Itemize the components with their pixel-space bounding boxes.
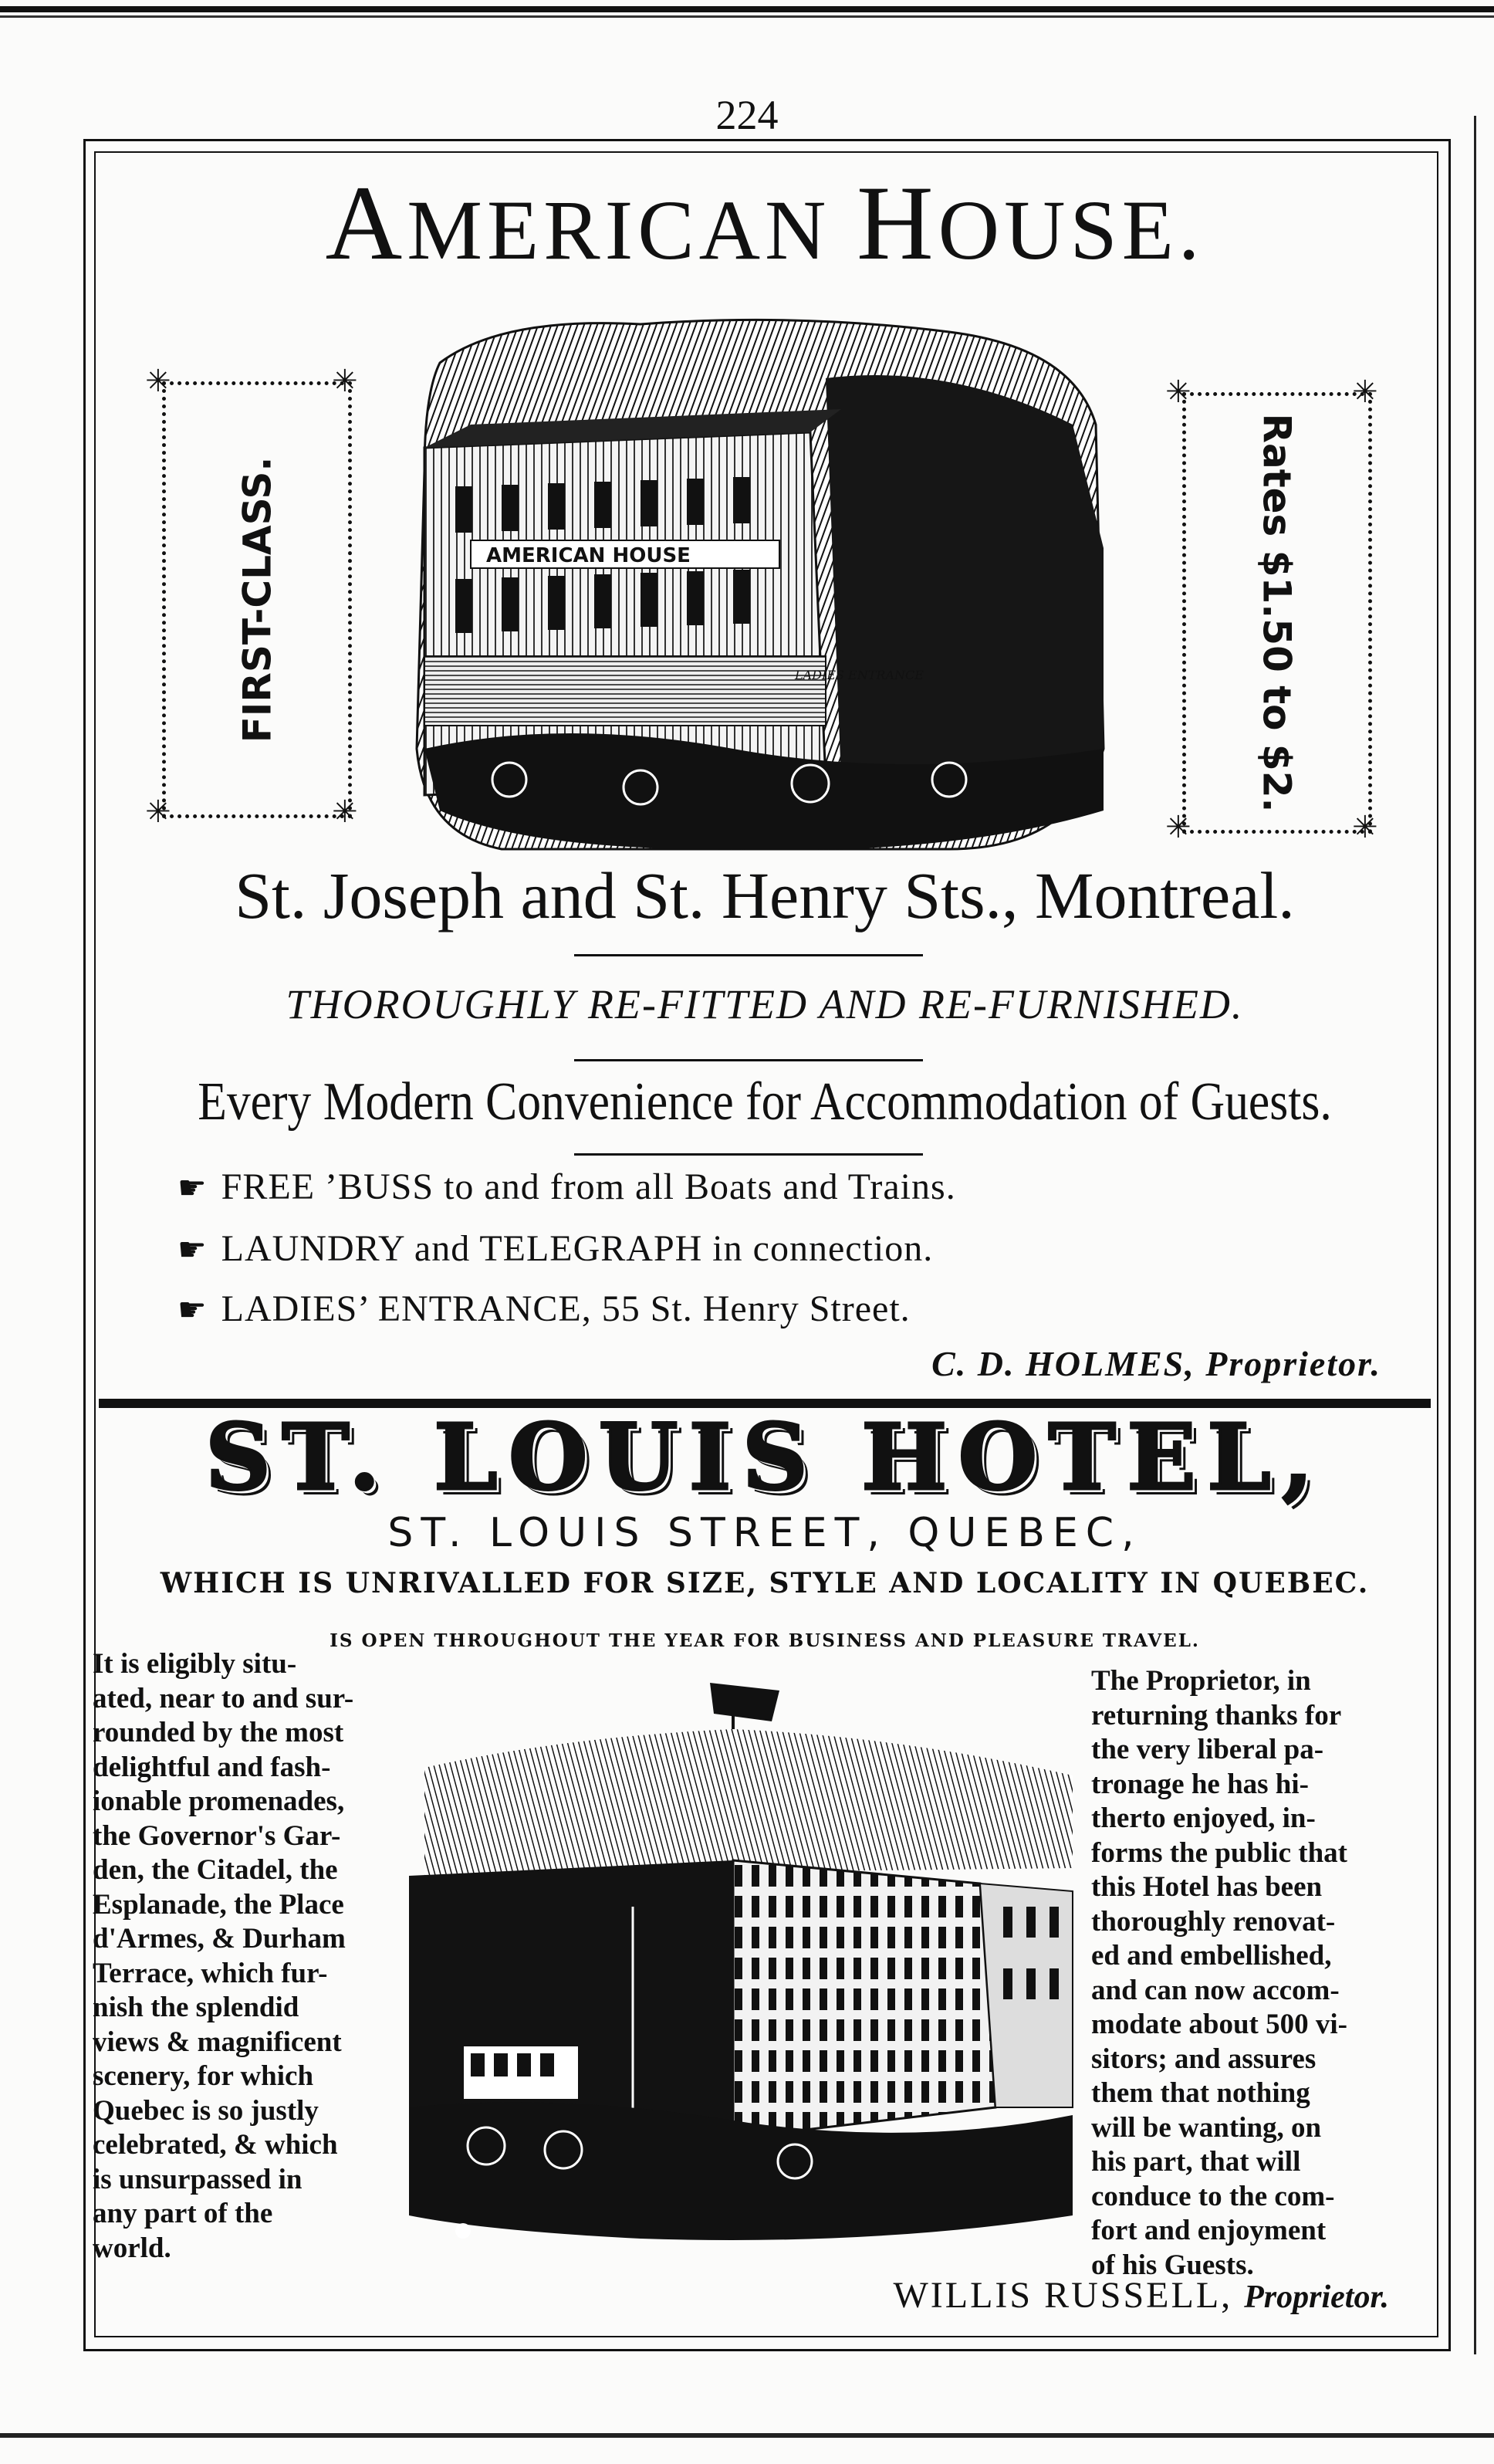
star-ornament: ✳ (145, 794, 171, 830)
page-number: 224 (715, 92, 779, 138)
feature-text: LADIES’ ENTRANCE, 55 St. Henry Street. (221, 1288, 911, 1329)
american-house-address: St. Joseph and St. Henry Sts., Montreal. (235, 858, 1295, 932)
st-louis-open-notice: IS OPEN THROUGHOUT THE YEAR FOR BUSINESS AND PLEASURE TRAVEL. (330, 1630, 1200, 1651)
rates-label: Rates $1.50 to $2. (1255, 413, 1300, 813)
title-initial-a: A (325, 164, 407, 282)
american-house-engraving (409, 316, 1134, 857)
star-ornament: ✳ (1165, 810, 1191, 845)
pointing-hand-icon: ☛ (177, 1230, 208, 1268)
title-word-house: OUSE. (938, 183, 1205, 277)
first-class-label-wrap (162, 381, 352, 818)
rates-label-wrap (1182, 392, 1372, 834)
feature-item (177, 1288, 911, 1330)
rule-line (574, 954, 923, 956)
st-louis-street: ST. LOUIS STREET, QUEBEC, (387, 1510, 1142, 1556)
first-class-label: FIRST-CLASS. (235, 456, 279, 743)
st-louis-right-column: The Proprietor, in returning thanks for the very liberal pa- tronage he has hi- therto enjoyed, in- forms the public that this Hotel has been thoroughly renovat- ed and embellished, and can now accom- modate about 500 vi- sitors; and assures them that nothing will be wanting, on his part, that will conduce to the com- fort and enjoyment of his Guests. (1091, 1665, 1347, 2281)
refitted-tagline: THOROUGHLY RE-FITTED AND RE-FURNISHED. (286, 981, 1244, 1027)
proprietor-title: Proprietor. (1244, 2280, 1389, 2315)
star-ornament: ✳ (1352, 810, 1378, 845)
star-ornament: ✳ (332, 794, 358, 830)
page-top-edge (0, 6, 1494, 12)
st-louis-title: ST. LOUIS HOTEL, (204, 1403, 1325, 1511)
convenience-headline: Every Modern Convenience for Accommodation of Guests. (198, 1072, 1332, 1132)
page-top-edge-line (0, 15, 1494, 18)
page-bottom-edge (0, 2433, 1494, 2438)
feature-text: FREE ’BUSS to and from all Boats and Trains. (221, 1166, 956, 1207)
feature-item (177, 1166, 956, 1208)
page-right-edge (1474, 116, 1476, 2354)
title-initial-h: H (857, 164, 938, 282)
st-louis-left-column: It is eligibly situ- ated, near to and sur- rounded by the most delightful and fash- ionable promenades, the Governor's Gar- den, the Citadel, the Esplanade, the Place d'Armes, & Durham Terrace, which fur- nish the splendid views & magnificent scenery, for which Quebec is so justly celebrated, & which is unsurpassed in any part of the world. (93, 1648, 354, 2264)
american-house-proprietor: C. D. HOLMES, Proprietor. (931, 1344, 1381, 1383)
st-louis-claim: WHICH IS UNRIVALLED FOR SIZE, STYLE AND LOCALITY IN QUEBEC. (160, 1567, 1370, 1599)
title-word-american: MERICAN (407, 183, 857, 277)
star-ornament: ✳ (1352, 374, 1378, 410)
feature-item (177, 1227, 933, 1270)
star-ornament: ✳ (145, 364, 171, 399)
pointing-hand-icon: ☛ (177, 1291, 208, 1328)
rule-line (574, 1059, 923, 1061)
st-louis-proprietor (695, 2274, 1389, 2317)
proprietor-name: WILLIS RUSSELL, (893, 2275, 1233, 2316)
engraving-entrance-text: LADIES ENTRANCE (795, 668, 924, 682)
feature-text: LAUNDRY and TELEGRAPH in connection. (221, 1228, 934, 1269)
american-house-title (94, 164, 1435, 282)
star-ornament: ✳ (332, 364, 358, 399)
st-louis-engraving (409, 1675, 1088, 2246)
rule-line (574, 1153, 923, 1156)
pointing-hand-icon: ☛ (177, 1169, 208, 1207)
engraving-sign-text: AMERICAN HOUSE (486, 544, 691, 567)
star-ornament: ✳ (1165, 374, 1191, 410)
